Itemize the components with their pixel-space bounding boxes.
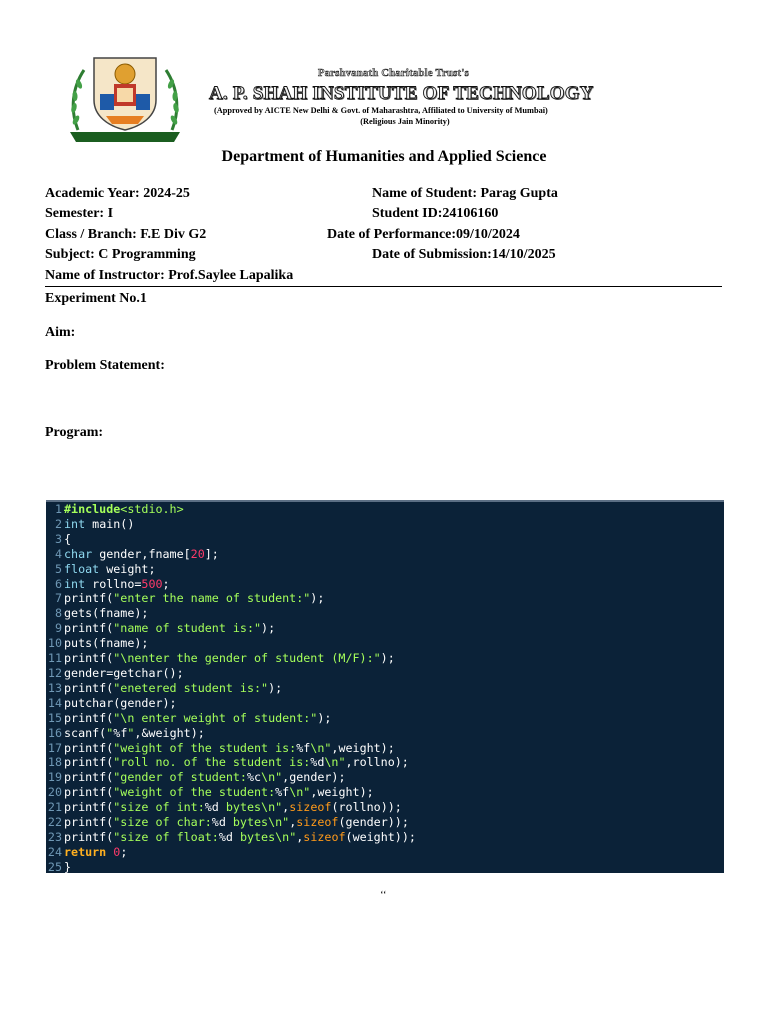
header-divider	[45, 286, 722, 287]
code-text: printf("\nenter the gender of student (M/F):");	[64, 651, 395, 666]
code-line	[46, 651, 724, 666]
subject: Subject: C Programming	[45, 247, 196, 262]
code-text: printf("enter the name of student:");	[64, 591, 325, 606]
minority-text: (Religious Jain Minority)	[360, 117, 450, 126]
line-number: 20	[47, 785, 62, 800]
line-number: 9	[54, 621, 62, 636]
trust-name: Parshvanath Charitable Trust's	[318, 68, 469, 79]
line-number: 2	[54, 516, 62, 531]
code-line	[46, 621, 724, 636]
code-line	[46, 532, 724, 547]
code-line	[46, 785, 724, 800]
line-number: 12	[47, 665, 62, 680]
line-number: 24	[47, 844, 62, 859]
code-text: printf("name of student is:");	[64, 621, 276, 636]
code-line	[46, 562, 724, 577]
code-line	[46, 502, 724, 517]
line-number: 11	[47, 651, 62, 666]
semester: Semester: I	[45, 206, 114, 221]
date-of-submission: Date of Submission:14/10/2025	[372, 247, 556, 262]
code-line	[46, 711, 724, 726]
program-heading: Program:	[45, 425, 104, 440]
line-number: 15	[47, 710, 62, 725]
line-number: 23	[47, 829, 62, 844]
code-line	[46, 800, 724, 815]
line-number: 6	[54, 576, 62, 591]
student-id: Student ID:24106160	[372, 206, 499, 221]
code-text: printf("enetered student is:");	[64, 680, 283, 695]
aim-heading: Aim:	[45, 325, 76, 340]
code-line	[46, 860, 724, 873]
code-line	[46, 606, 724, 621]
code-text: printf("size of int:%d bytes\n",sizeof(rollno));	[64, 800, 402, 815]
code-text: gender=getchar();	[64, 665, 184, 680]
code-text: #include<stdio.h>	[64, 502, 184, 516]
code-line	[46, 830, 724, 845]
code-line	[46, 770, 724, 785]
line-number: 19	[47, 770, 62, 785]
code-line	[46, 696, 724, 711]
code-text: printf("weight of the student:%f\n",weight);	[64, 785, 374, 800]
academic-year: Academic Year: 2024-25	[45, 186, 190, 201]
line-number: 17	[47, 740, 62, 755]
code-line	[46, 726, 724, 741]
code-text: int rollno=500;	[64, 576, 170, 591]
line-number: 16	[47, 725, 62, 740]
code-line	[46, 815, 724, 830]
approval-text: (Approved by AICTE New Delhi & Govt. of Maharashtra, Affiliated to University of Mumbai)	[214, 106, 548, 115]
institute-logo	[64, 50, 186, 144]
date-of-performance: Date of Performance:09/10/2024	[327, 227, 520, 242]
line-number: 5	[54, 561, 62, 576]
code-line	[46, 636, 724, 651]
line-number: 18	[47, 755, 62, 770]
problem-statement-heading: Problem Statement:	[45, 358, 165, 373]
instructor-name: Name of Instructor: Prof.Saylee Lapalika	[45, 268, 294, 283]
code-text: putchar(gender);	[64, 695, 177, 710]
department-title: Department of Humanities and Applied Science	[221, 148, 547, 165]
student-name: Name of Student: Parag Gupta	[372, 186, 558, 201]
code-text: scanf("%f",&weight);	[64, 725, 205, 740]
code-text: printf("weight of the student is:%f\n",weight);	[64, 740, 395, 755]
code-line	[46, 577, 724, 592]
line-number: 4	[54, 546, 62, 561]
experiment-number: Experiment No.1	[45, 291, 147, 306]
code-text: char gender,fname[20];	[64, 546, 219, 561]
code-text: printf("roll no. of the student is:%d\n",rollno);	[64, 755, 409, 770]
line-number: 22	[47, 815, 62, 830]
code-text: {	[64, 531, 72, 546]
code-line	[46, 547, 724, 562]
code-text: puts(fname);	[64, 636, 149, 651]
line-number: 1	[54, 502, 62, 516]
code-text: return 0;	[64, 844, 128, 859]
code-text: }	[64, 859, 72, 873]
code-screenshot	[46, 500, 724, 873]
code-line	[46, 755, 724, 770]
code-line	[46, 741, 724, 756]
code-text: printf("size of float:%d bytes\n",sizeof(weight));	[64, 829, 416, 844]
line-number: 8	[54, 606, 62, 621]
code-line	[46, 845, 724, 860]
stray-mark: ‘‘	[380, 889, 387, 901]
institute-name: A. P. SHAH INSTITUTE OF TECHNOLOGY	[209, 83, 594, 104]
code-text: printf("gender of student:%c\n",gender);	[64, 770, 346, 785]
line-number: 10	[47, 636, 62, 651]
code-text: printf("size of char:%d bytes\n",sizeof(gender));	[64, 815, 409, 830]
line-number: 7	[54, 591, 62, 606]
line-number: 25	[47, 859, 62, 873]
code-text: int main()	[64, 516, 135, 531]
code-line	[46, 666, 724, 681]
line-number: 21	[47, 800, 62, 815]
code-line	[46, 681, 724, 696]
line-number: 13	[47, 680, 62, 695]
code-text: printf("\n enter weight of student:");	[64, 710, 332, 725]
code-text: float weight;	[64, 561, 156, 576]
line-number: 14	[47, 695, 62, 710]
code-line	[46, 591, 724, 606]
code-text: gets(fname);	[64, 606, 149, 621]
line-number: 3	[54, 531, 62, 546]
class-branch: Class / Branch: F.E Div G2	[45, 227, 207, 242]
code-line	[46, 517, 724, 532]
